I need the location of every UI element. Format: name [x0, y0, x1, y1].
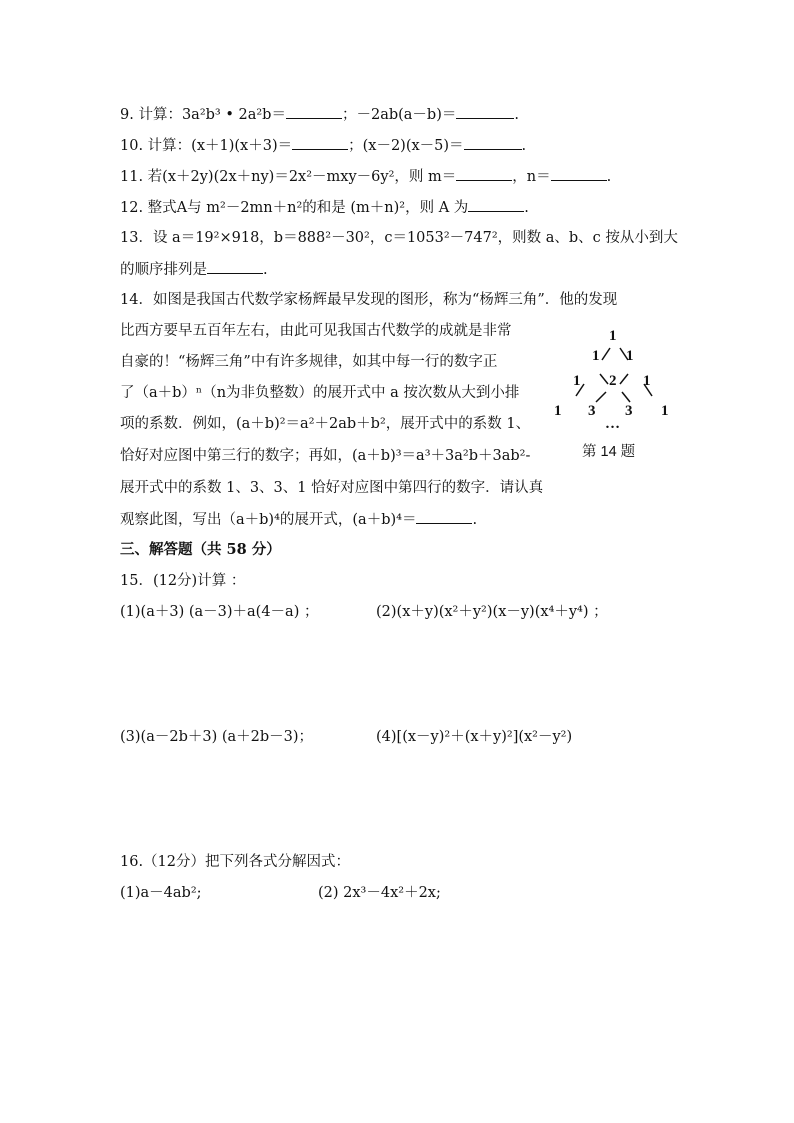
question-13-line1: 13．设 a＝19²×918，b＝888²－30²，c＝1053²－747²，则数 a、b、c 按从小到大	[120, 230, 678, 246]
question-14-line5: 项的系数．例如，(a＋b)²＝a²＋2ab＋b²，展开式中的系数 1、	[120, 416, 531, 432]
triangle-ellipsis: …	[605, 416, 620, 432]
period: .	[521, 138, 527, 154]
question-14-line4: 了（a＋b）ⁿ（n为非负整数）的展开式中 a 按次数从大到小排	[120, 385, 520, 401]
q15-part-1: (1)(a＋3) (a－3)＋a(4－a) ；	[120, 604, 319, 620]
triangle-number: 1	[643, 373, 651, 389]
q10-number: 10.	[120, 138, 144, 154]
triangle-number: 2	[609, 373, 617, 389]
triangle-number: 3	[588, 403, 596, 419]
period: .	[524, 200, 529, 216]
answer-blank[interactable]	[207, 259, 263, 274]
question-13-line2	[120, 259, 268, 280]
period: .	[606, 169, 612, 185]
triangle-number: 1	[592, 348, 600, 364]
q15-part-4: (4)[(x－y)²＋(x＋y)²](x²－y²)	[376, 729, 573, 745]
question-14-line3: 自豪的！“杨辉三角”中有许多规律，如其中每一行的数字正	[120, 354, 498, 370]
q9-text-a: 计算：3a²b³ • 2a²b＝	[138, 107, 286, 123]
q13-text: 的顺序排列是	[120, 262, 207, 278]
period: .	[472, 512, 478, 528]
q16-part-1: (1)a－4ab²;	[120, 885, 202, 901]
question-14-line8	[120, 509, 477, 530]
triangle-number: 1	[661, 403, 669, 419]
question-9	[120, 104, 519, 125]
q11-number: 11.	[120, 169, 144, 185]
question-14-line6: 恰好对应图中第三行的数字；再如，(a＋b)³＝a³＋3a²b＋3ab²-	[120, 448, 531, 464]
q15-part-3: (3)(a－2b＋3) (a＋2b－3)；	[120, 729, 314, 745]
q11-text-b: ，n＝	[512, 169, 551, 185]
q9-number: 9.	[120, 107, 134, 123]
answer-blank[interactable]	[292, 135, 348, 150]
triangle-number: 1	[609, 328, 617, 344]
answer-blank[interactable]	[468, 197, 524, 212]
section-3-title: 三、解答题（共 58 分）	[120, 541, 281, 558]
q12-text-a: 整式A与 m²－2mn＋n²的和是 (m＋n)²，则 A 为	[147, 200, 469, 216]
triangle-number: 1	[554, 403, 562, 419]
q11-text-a: 若(x＋2y)(2x＋ny)＝2x²－mxy－6y²，则 m＝	[147, 169, 457, 185]
question-15-title: 15．(12分)计算 ：	[120, 573, 246, 589]
answer-blank[interactable]	[416, 509, 472, 524]
triangle-number: 3	[625, 403, 633, 419]
answer-blank[interactable]	[456, 104, 514, 119]
question-14-line1: 14．如图是我国古代数学家杨辉最早发现的图形，称为“杨辉三角”．他的发现	[120, 292, 618, 308]
figure-caption: 第 14 题	[582, 444, 636, 460]
question-14-line7: 展开式中的系数 1、3、3、1 恰好对应图中第四行的数字．请认真	[120, 480, 544, 496]
answer-blank[interactable]	[456, 166, 512, 181]
question-10	[120, 135, 526, 156]
triangle-number: 1	[573, 373, 581, 389]
question-12	[120, 197, 529, 218]
question-16-title: 16.（12分）把下列各式分解因式：	[120, 854, 351, 870]
q14-text: 观察此图，写出（a＋b)⁴的展开式，(a＋b)⁴＝	[120, 512, 417, 528]
triangle-number: 1	[626, 348, 634, 364]
q12-number: 12.	[120, 200, 144, 216]
question-14-line2: 比西方要早五百年左右，由此可见我国古代数学的成就是非常	[120, 323, 512, 339]
answer-blank[interactable]	[551, 166, 607, 181]
period: .	[263, 262, 268, 278]
q10-text-a: 计算：(x＋1)(x＋3)＝	[147, 138, 293, 154]
period: .	[514, 107, 519, 123]
q15-part-2: (2)(x＋y)(x²＋y²)(x－y)(x⁴＋y⁴) ；	[376, 604, 608, 620]
question-11	[120, 166, 611, 187]
q9-text-b: ；－2ab(a－b)＝	[341, 107, 457, 123]
q10-text-b: ；(x－2)(x－5)＝	[348, 138, 464, 154]
answer-blank[interactable]	[286, 104, 342, 119]
answer-blank[interactable]	[464, 135, 522, 150]
q16-part-2: (2) 2x³－4x²＋2x;	[318, 885, 441, 901]
